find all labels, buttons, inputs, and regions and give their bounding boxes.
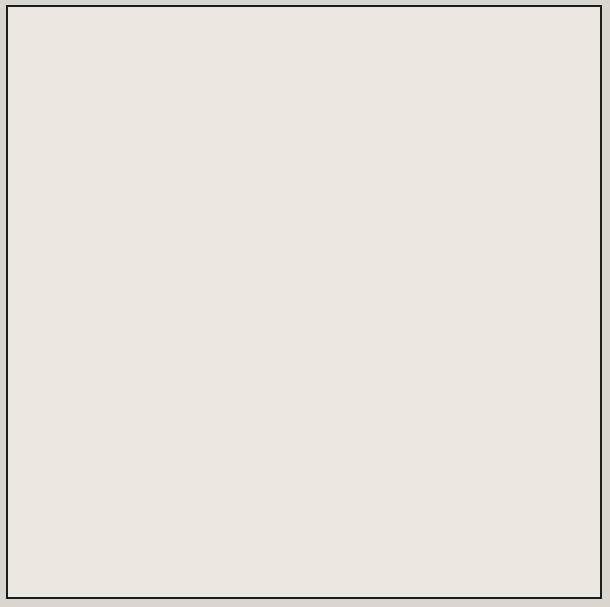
- buyer-conditions-paragraph: [21, 363, 587, 519]
- notice-main-paragraph: [21, 40, 587, 245]
- notice-title: [21, 16, 587, 34]
- auction-notice: [6, 5, 602, 599]
- auction-conditions-paragraph: [21, 250, 587, 358]
- issuer-signature-line: [21, 573, 587, 589]
